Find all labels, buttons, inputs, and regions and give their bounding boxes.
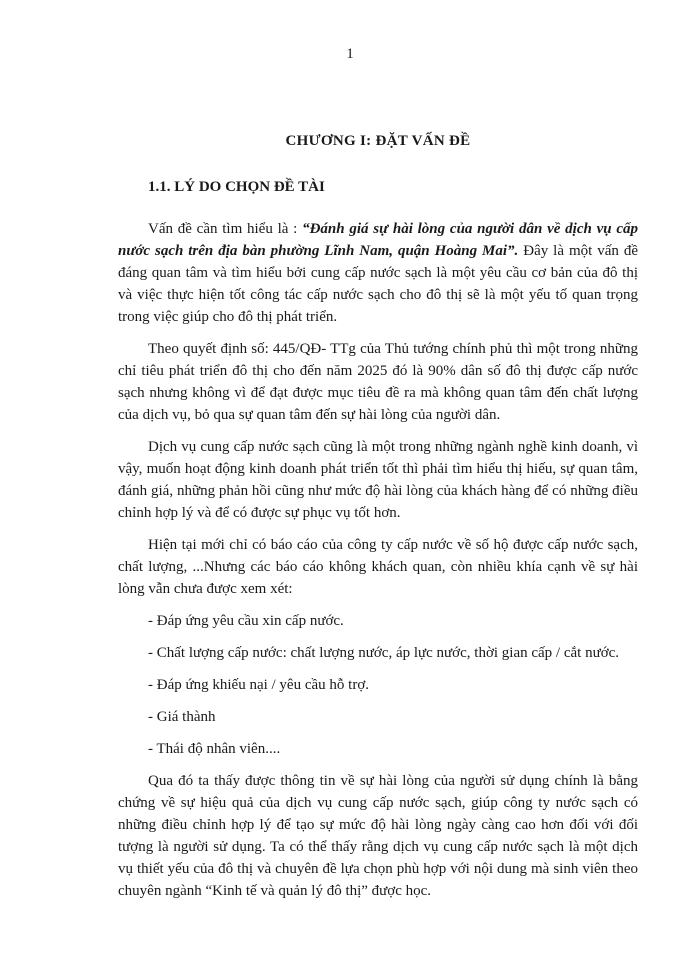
document-body bbox=[118, 130, 638, 912]
list-item: - Thái độ nhân viên.... bbox=[148, 741, 281, 757]
paragraph-decision: Theo quyết định số: 445/QĐ- TTg của Thủ tướng chính phủ thì một trong những chỉ tiêu phát triển đô thị cho đến năm 2025 đó là 90% dân số đô thị được cấp nước sạch nhưng không vì để đạt được mục tiêu đề ra mà không quan tâm đến chất lượng của dịch vụ, bỏ qua sự quan tâm đến sự hài lòng của người dân. bbox=[118, 341, 638, 423]
chapter-title: CHƯƠNG I: ĐẶT VẤN ĐỀ bbox=[285, 133, 471, 149]
page-number: 1 bbox=[346, 46, 354, 62]
section-title: 1.1. LÝ DO CHỌN ĐỀ TÀI bbox=[148, 179, 325, 195]
list-item: - Đáp ứng khiếu nại / yêu cầu hỗ trợ. bbox=[148, 677, 370, 693]
intro-lead: Vấn đề cần tìm hiểu là : bbox=[148, 221, 303, 237]
paragraph-conclusion: Qua đó ta thấy được thông tin về sự hài lòng của người sử dụng chính là bằng chứng về sự hiệu quả của dịch vụ cung cấp nước sạch, giúp công ty nước sạch có những điều chỉnh hợp lý để tạo sự mức độ hài lòng ngày càng cao hơn đối với đối tượng là người sử dụng. Ta có thể thấy rằng dịch vụ cung cấp nước sạch là một dịch vụ thiết yếu của đô thị và chuyên đề lựa chọn phù hợp với nội dung mà sinh viên theo chuyên ngành “Kinh tế và quản lý đô thị” được học. bbox=[118, 773, 638, 899]
intro-topic-emphasis: “Đánh giá sự hài lòng của người dân về dịch vụ cấp nước sạch trên địa bàn phường Lĩnh Nam, quận Hoàng Mai”. bbox=[118, 221, 638, 259]
intro-rest: Đây là một vấn đề đáng quan tâm và tìm hiểu bởi cung cấp nước sạch là một yêu cầu cơ bản của đô thị và việc thực hiện tốt công tác cấp nước sạch cho đô thị sẽ là một yếu tố quan trọng trong việc giúp cho đô thị phát triển. bbox=[118, 243, 638, 325]
paragraph-intro bbox=[118, 218, 638, 328]
paragraph-current-reports: Hiện tại mới chỉ có báo cáo của công ty cấp nước về số hộ được cấp nước sạch, chất lượng, ...Nhưng các báo cáo không khách quan, còn nhiều khía cạnh về sự hài lòng vẫn chưa được xem xét: bbox=[118, 537, 638, 597]
list-item: - Giá thành bbox=[148, 709, 216, 725]
list-item: - Chất lượng cấp nước: chất lượng nước, áp lực nước, thời gian cấp / cắt nước. bbox=[148, 645, 620, 661]
list-item: - Đáp ứng yêu cầu xin cấp nước. bbox=[148, 613, 344, 629]
paragraph-business: Dịch vụ cung cấp nước sạch cũng là một trong những ngành nghề kinh doanh, vì vậy, muốn hoạt động kinh doanh phát triển tốt thì phải tìm hiểu thị hiếu, sự quan tâm, đánh giá, những phản hồi cũng như mức độ hài lòng của khách hàng để có những điều chỉnh hợp lý và để có được sự phục vụ tốt hơn. bbox=[118, 439, 638, 521]
